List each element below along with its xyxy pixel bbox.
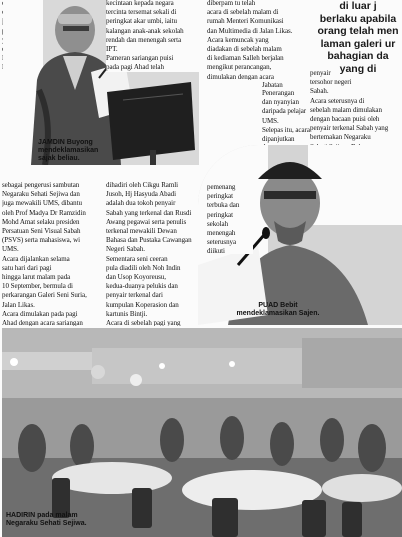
text-line: pada pagi Ahad telah [106,63,164,72]
text-line: terbuka dan [207,201,240,210]
text-line: dipanjutkan [262,134,295,143]
text-line: mengikut perancangan, [207,63,272,72]
text-line: dihadiri oleh Cikgu Ramli [106,182,179,189]
article-col2-top [106,0,202,72]
text-line: dan Usop Koyoreusu, [106,273,166,282]
text-line: UMS. [2,245,19,254]
article-col3-top [207,0,311,80]
text-line: tercinta tersemat sekali di [106,8,177,17]
caption-line: JAMDIN Buyong [38,139,93,146]
text-line: Pameran sariangan puisi [106,54,174,63]
text-line: diberpam tu telah [207,0,256,7]
text-line: Sementara seni ceeran [106,254,168,263]
text-line: seterusnya [207,238,237,247]
text-line: pemenang [207,184,236,191]
pull-quote-line: di luar j [339,0,377,12]
text-line: Selepas itu, acara [262,125,310,134]
text-line: Negaraku Sehati Sejiwa dan [2,190,80,199]
text-line: Jusoh, Hj Hasyuda Abadi [106,190,177,199]
caption-line: HADIRIN pada malam [6,512,78,519]
photo-dinner-hall [2,328,402,537]
text-line: dimulakan dengan acara [207,72,274,80]
text-line: kecintaan kepada negara [106,0,174,7]
caption-line: sajak beliau. [38,155,80,162]
text-line: rendah dan menengah serta [106,35,182,44]
text-line: rumah Menteri Komunikasi [207,17,284,26]
text-line: Acara seterusnya di [310,96,365,105]
text-line: Bahasa dan Pustaka Cawangan [106,236,192,245]
text-line: kumpulan Koperasion dan [106,300,179,309]
pull-quote-line: yang di [339,62,377,75]
text-line: UMS. [262,116,279,125]
pull-quote-line: berlaku apabila [319,12,397,25]
text-line: Jabatan Penerangan [262,82,295,97]
text-line: peringkat [207,210,233,219]
text-line: dan Multimedia di Jalan Likas. [207,26,293,35]
text-line: juga mewakili UMS, dibantu [2,199,82,208]
text-line: satu hari dari pagi [2,263,52,272]
text-line: Negeri Sabah. [106,245,146,254]
text-line: Sabah. [310,87,329,96]
text-line: penyair [310,70,331,77]
text-line: kartunis Bintji. [106,309,148,318]
text-line: sebelah malam dimulakan [310,105,382,114]
text-line: bertemakan Negaraku [310,133,371,142]
caption-line: mendeklamasikan [38,147,99,154]
pull-quote-line: laman galeri ur [320,37,396,50]
caption-photo-hall [6,512,126,528]
caption-line: PUAD Bebit [258,302,298,309]
text-line: hingga larut malam pada [2,273,71,282]
article-col3-bottom [207,184,253,254]
text-line: Acara kemuncak yang [207,35,269,44]
text-line: tersohor negeri [310,78,352,87]
text-line: penyair terkenal Sabah yang [310,124,389,133]
text-line: dengan bacaan puisi oleh [310,115,380,124]
text-line: IPT. [106,45,118,54]
photo-hall-image [2,328,402,537]
text-line: 10 September, bermula di [2,282,73,291]
text-line: pula diadili oleh Noh Indin [106,263,181,272]
pull-quote-line: bahagian da [327,50,389,62]
text-line: oleh Prof Madya Dr Ramzidin [2,208,86,217]
text-line: sebagai pengerusi sambutan [2,182,80,189]
text-line: Awang pegawai serta penulis [106,217,187,226]
text-line: Ahad dengan acara sariangan [2,319,83,326]
pull-quote-line: orang telah men [317,25,399,37]
caption-photo-puad [228,302,328,318]
text-line: penyair terkenal dari [106,291,163,300]
text-line: diikuti [207,247,225,254]
text-line: adalah dua tokoh penyair [106,199,176,208]
text-line: peringkat akar umbi, iaitu [106,17,178,26]
text-line: Mohd Amat selaku presiden [2,217,80,226]
caption-line: Negaraku Sehati Sejiwa. [6,520,87,527]
pull-quote [302,0,402,75]
text-line: Acara dimulakan pada pagi [2,309,78,318]
text-line: kedua-duanya pelukis dan [106,282,178,291]
text-line: kalangan anak-anak sekolah [106,26,184,35]
article-col2-bottom [106,182,204,326]
text-line: (PSVS) serta mahasiswa, wi [2,236,81,245]
text-line: daripada pelajar [262,107,307,116]
text-line: diadakan di sebelah malam [207,45,282,54]
text-line: Acara di sebelah pagi yang [106,319,181,326]
article-col1-bottom [2,182,102,326]
text-line: Jalan Likas. [2,300,35,309]
text-line: sekolah [207,219,229,228]
text-line: menengah [207,229,236,238]
caption-line: mendeklamasikan Sajen. [236,310,320,317]
text-line: dan nyanyian [262,98,299,107]
text-line: Sabah yang terkenal dan Rusdi [106,208,192,217]
text-line: peringkat [207,192,233,201]
text-line: acara di sebelah malam di [207,8,279,17]
text-line: Acara dijalankan selama [2,254,70,263]
text-line: di kediaman Salleh berjalan [207,54,284,63]
text-line: perkarangan Galeri Seni Suria, [2,291,87,300]
text-line: terkenal mewakili Dewan [106,227,177,236]
text-line: Persatuan Seni Visual Sabah [2,227,81,236]
caption-photo-jamdin [38,139,102,163]
